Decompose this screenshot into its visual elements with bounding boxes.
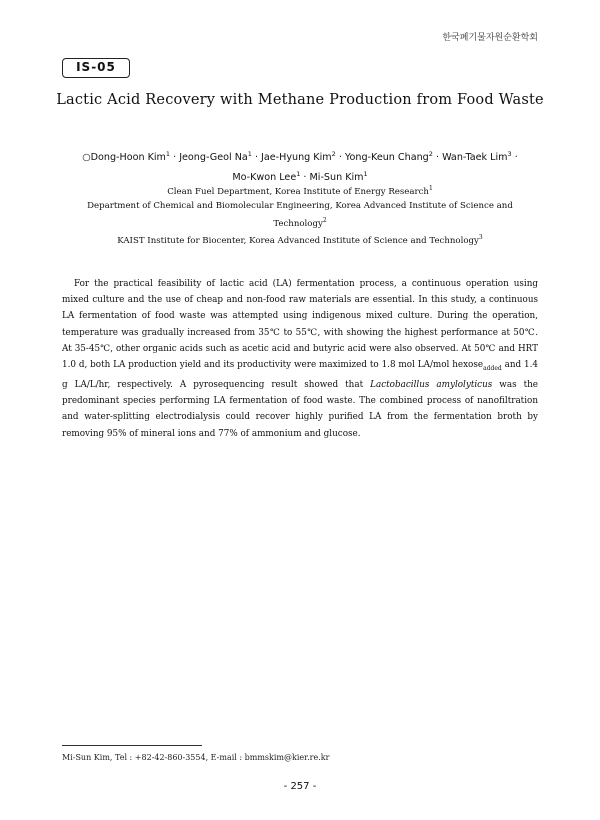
corresponding-author-footnote: Mi-Sun Kim, Tel : +82-42-860-3554, E-mail : bmmskim@kier.re.kr bbox=[62, 753, 330, 762]
author-name: Wan-Taek Lim bbox=[442, 152, 508, 164]
author-name: Jeong-Geol Na bbox=[179, 152, 248, 164]
page-number: - 257 - bbox=[283, 781, 317, 792]
author-name: Jae-Hyung Kim bbox=[261, 152, 332, 164]
author-separator: · bbox=[170, 152, 180, 164]
author-name: Mi-Sun Kim bbox=[309, 172, 364, 184]
author-name: Mo-Kwon Lee bbox=[232, 172, 297, 184]
affiliation-list bbox=[80, 182, 520, 249]
author-affiliation-index: 1 bbox=[165, 150, 171, 158]
affiliation-3: KAIST Institute for Biocenter, Korea Advanced Institute of Science and Technology$^3$ bbox=[117, 234, 483, 247]
affiliation-2: Department of Chemical and Biomolecular Engineering, Korea Advanced Institute of Science and Technology$^2$ bbox=[87, 201, 513, 229]
author-separator: · bbox=[432, 152, 443, 164]
author-separator: · bbox=[511, 152, 518, 164]
paper-title: Lactic Acid Recovery with Methane Production from Food Waste bbox=[56, 92, 544, 108]
abstract: For the practical feasibility of lactic acid (LA) fermentation process, a continuous operation using mixed culture and the use of cheap and non-food raw materials are essential. In this study, a continuous LA fermentation of food waste was attempted using indigenous mixed culture. During the operation, temperature was gradually increased from 35℃ to 55℃, with showing the highest performance at 50℃. At 35-45℃, other organic acids such as acetic acid and butyric acid were also observed. At 50℃ and HRT 1.0 d, both LA production yield and its productivity were maximized to 1.8 mol LA/mol hexose$_{added}$ and 1.4 g LA/L/hr, respectively. A pyrosequencing result showed that Lactobacillus amylolyticus was the predominant species performing LA fermentation of food waste. The combined process of nanofiltration and water-splitting electrodialysis could recover highly purified LA from the fermentation broth by removing 95% of mineral ions and 77% of ammonium and glucose. bbox=[62, 279, 539, 439]
author-affiliation-index: 3 bbox=[507, 150, 512, 158]
author-separator: · bbox=[300, 172, 310, 184]
society-name: 한국폐기물자원순환학회 bbox=[442, 33, 538, 43]
author-name: Yong-Keun Chang bbox=[344, 152, 429, 164]
author-affiliation-index: 2 bbox=[428, 150, 433, 158]
presenter-mark: ○ bbox=[82, 152, 91, 164]
author-list bbox=[70, 146, 530, 186]
author-separator: · bbox=[335, 152, 345, 164]
author-name: Dong-Hoon Kim bbox=[90, 152, 166, 164]
footnote-divider bbox=[62, 745, 202, 746]
author-separator: · bbox=[251, 152, 262, 164]
session-code-badge: IS-05 bbox=[62, 58, 130, 78]
author-affiliation-index: 2 bbox=[331, 150, 336, 158]
author-affiliation-index: 1 bbox=[363, 170, 368, 179]
affiliation-1: Clean Fuel Department, Korea Institute of Energy Research$^1$ bbox=[167, 185, 433, 197]
author-affiliation-index: 1 bbox=[296, 170, 301, 179]
author-affiliation-index: 1 bbox=[247, 150, 252, 158]
